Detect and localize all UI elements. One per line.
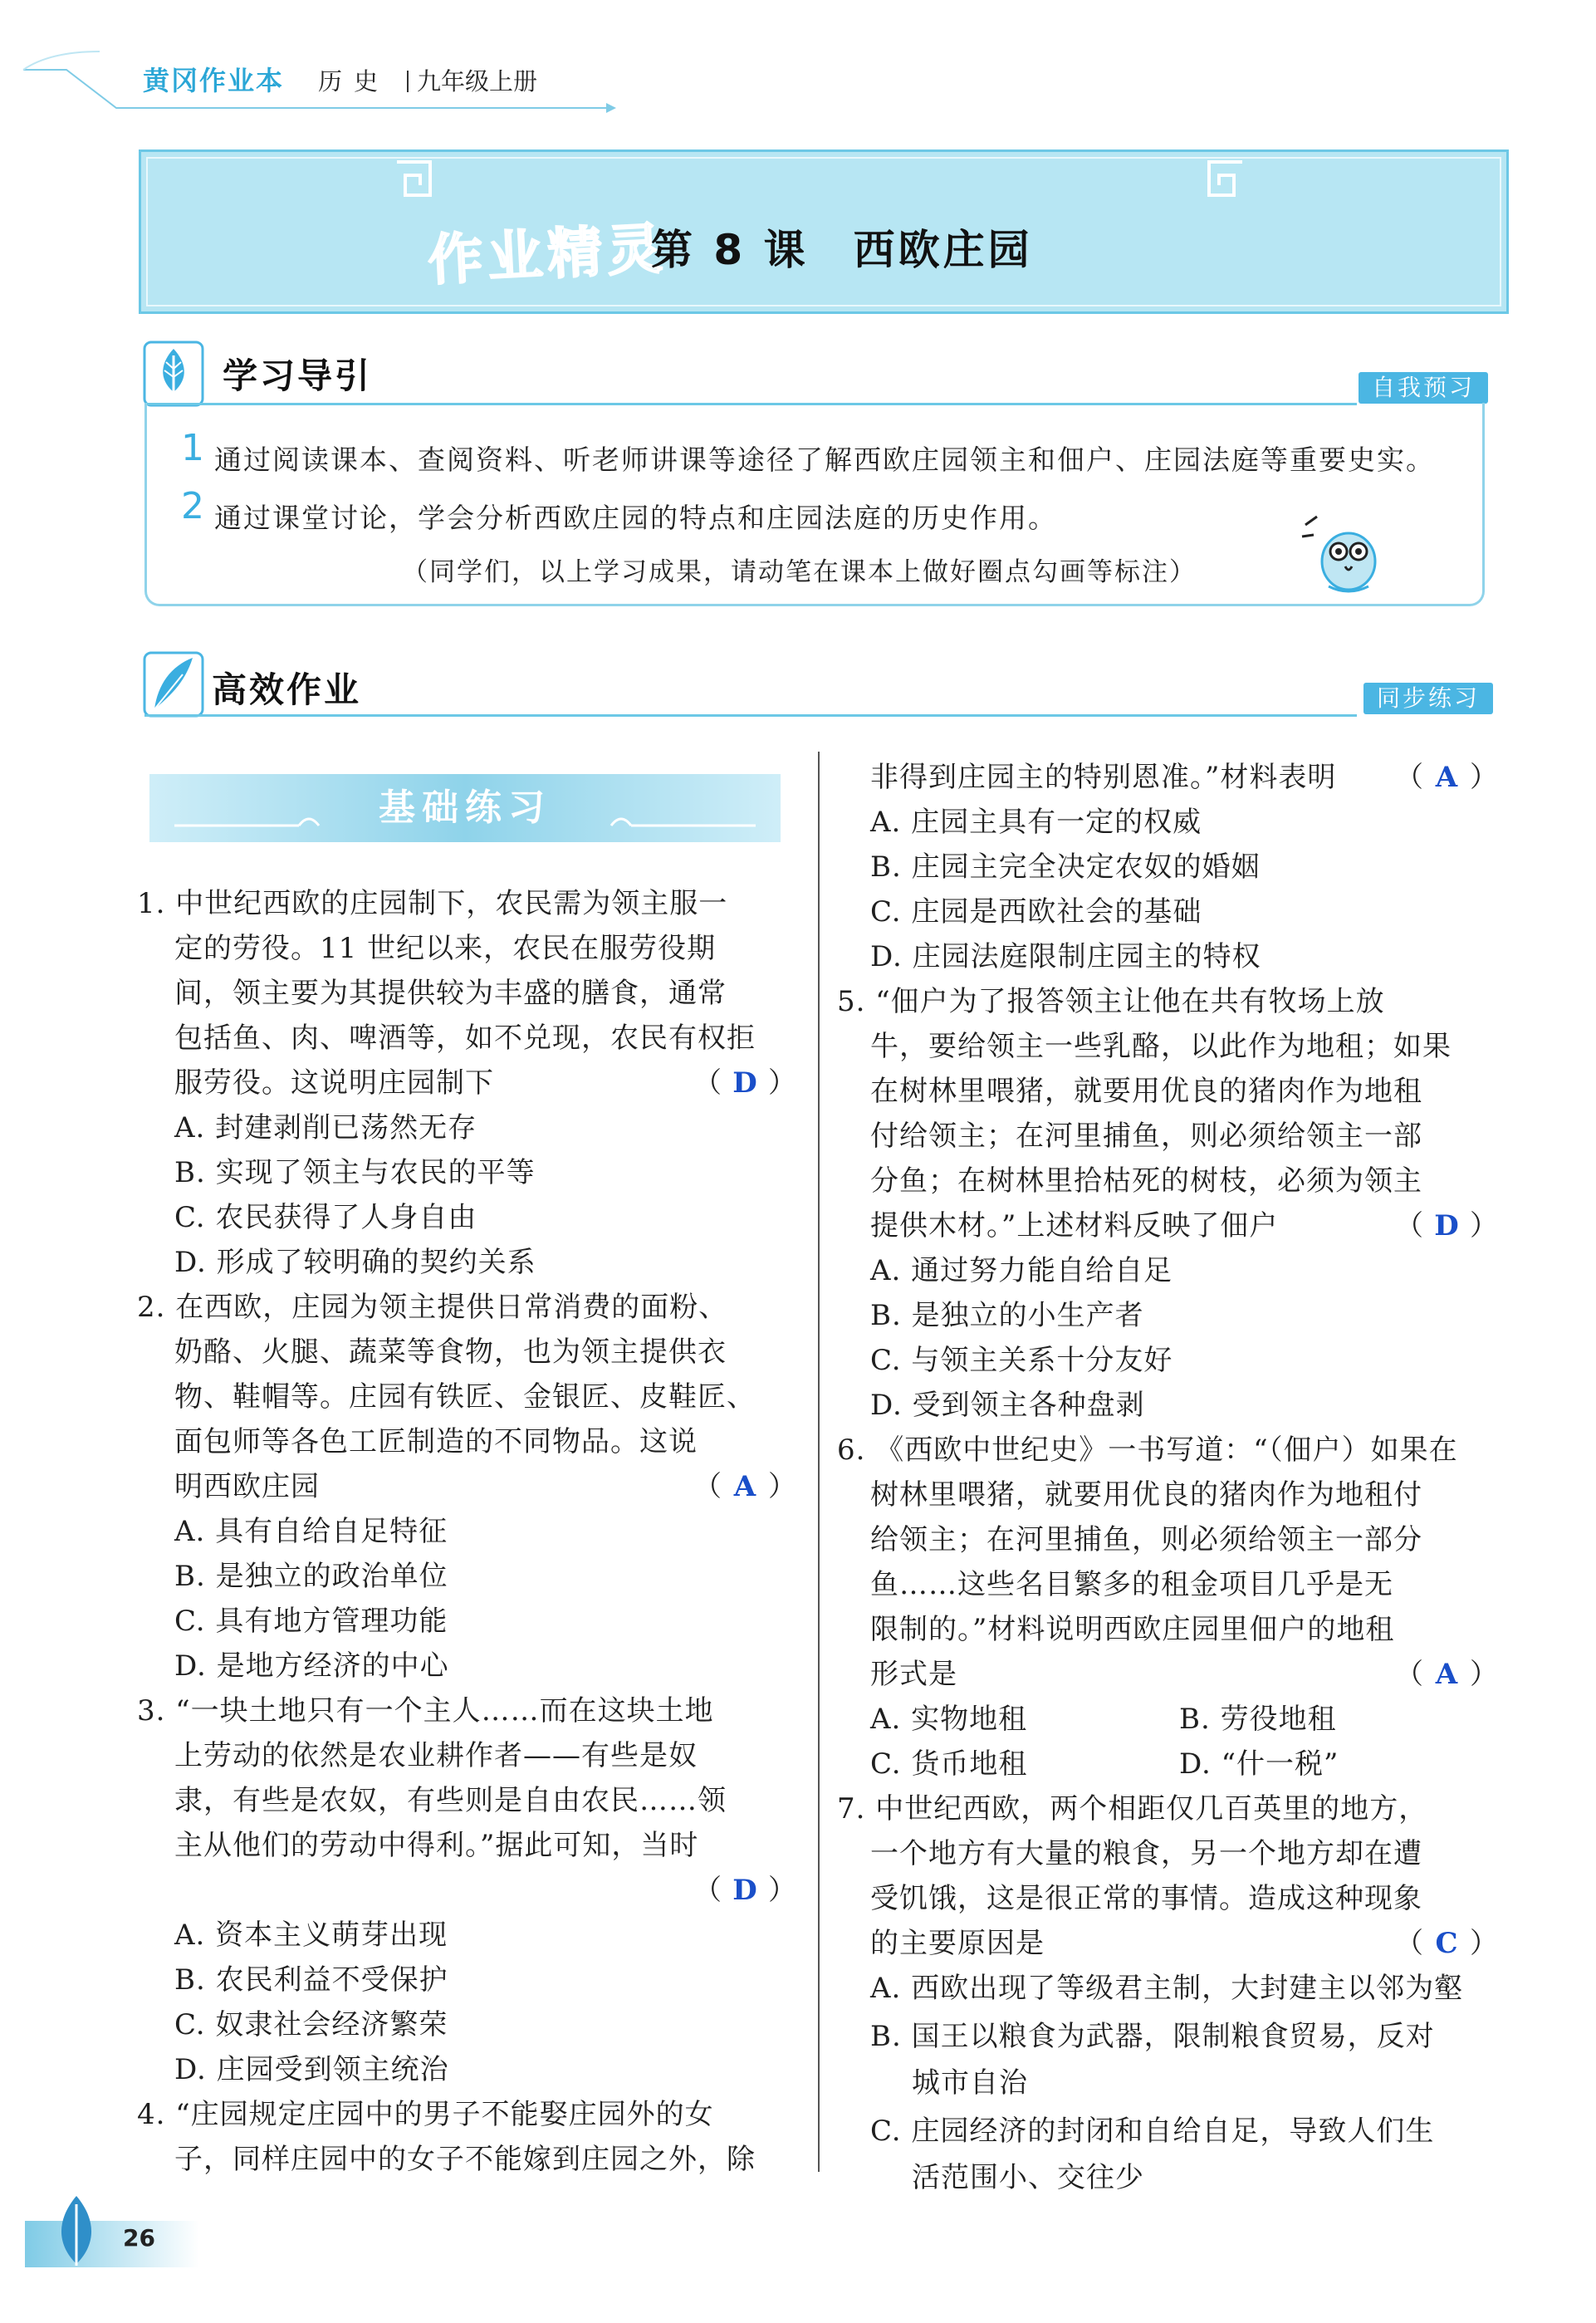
q1-stem-line: 包括鱼、肉、啤酒等，如不兑现，农民有权拒 <box>174 1022 756 1055</box>
basic-practice-title: 基础练习 <box>379 787 551 829</box>
q6-option-d: D. “什一税” <box>1179 1747 1339 1781</box>
q1-stem-line: 1. 中世纪西欧的庄园制下，农民需为领主服一 <box>137 887 728 920</box>
q6-stem-line: 鱼……这些名目繁多的租金项目几乎是无 <box>870 1568 1393 1601</box>
q6-answer: （ A ） <box>1395 1658 1498 1691</box>
q4-stem-line: 子，同样庄园中的女子不能嫁到庄园之外，除 <box>174 2143 756 2176</box>
q7-stem-line: 7. 中世纪西欧，两个相距仅几百英里的地方， <box>837 1792 1428 1826</box>
q1-option-c: C. 农民获得了人身自由 <box>174 1201 477 1234</box>
lesson-title-banner <box>139 149 1509 314</box>
homework-rule <box>144 714 1357 717</box>
q2-option-b: B. 是独立的政治单位 <box>174 1560 448 1593</box>
q3-option-d: D. 庄园受到领主统治 <box>174 2053 449 2086</box>
q1-option-a: A. 封建剥削已荡然无存 <box>174 1111 477 1144</box>
q7-stem-line: 受饥饿，这是很正常的事情。造成这种现象 <box>870 1882 1422 1915</box>
q3-option-a: A. 资本主义萌芽出现 <box>174 1919 448 1952</box>
q7-stem-line: 一个地方有大量的粮食，另一个地方却在遭 <box>870 1837 1422 1870</box>
q6-option-c: C. 货币地租 <box>870 1747 1028 1781</box>
q6-stem-line: 限制的。”材料说明西欧庄园里佃户的地租 <box>870 1613 1395 1646</box>
q3-stem-line: 上劳动的依然是农业耕作者——有些是奴 <box>174 1739 698 1772</box>
q5-option-d: D. 受到领主各种盘剥 <box>870 1389 1145 1422</box>
guide-item-1-text: 通过阅读课本、查阅资料、听老师讲课等途径了解西欧庄园领主和佃户、庄园法庭等重要史实。 <box>214 444 1435 476</box>
guide-item-1-number: 1 <box>181 427 204 469</box>
q2-option-d: D. 是地方经济的中心 <box>174 1649 449 1683</box>
q2-stem-line: 2. 在西欧，庄园为领主提供日常消费的面粉、 <box>137 1291 728 1324</box>
guide-item-2-text: 通过课堂讨论，学会分析西欧庄园的特点和庄园法庭的历史作用。 <box>214 502 1057 534</box>
q7-stem-line: 的主要原因是 <box>870 1927 1045 1960</box>
q6-stem-line: 6. 《西欧中世纪史》一书写道：“（佃户）如果在 <box>837 1433 1458 1467</box>
q7-option-c-continued: 活范围小、交往少 <box>912 2161 1144 2194</box>
q7-option-c: C. 庄园经济的封闭和自给自足，导致人们生 <box>870 2115 1435 2148</box>
q6-option-b: B. 劳役地租 <box>1179 1703 1337 1736</box>
page-number-tab <box>25 2193 199 2267</box>
q1-option-b: B. 实现了领主与农民的平等 <box>174 1156 536 1189</box>
column-divider <box>818 752 820 2172</box>
basic-practice-banner <box>149 774 781 842</box>
q4-option-a: A. 庄园主具有一定的权威 <box>870 806 1202 839</box>
q4-option-b: B. 庄园主完全决定农奴的婚姻 <box>870 850 1261 884</box>
q1-answer: （ D ） <box>693 1066 796 1100</box>
q5-option-b: B. 是独立的小生产者 <box>870 1299 1144 1332</box>
study-guide-heading: 学习导引 <box>223 355 373 396</box>
q2-stem-line: 奶酪、火腿、蔬菜等食物，也为领主提供衣 <box>174 1335 727 1369</box>
q3-answer-letter: D <box>732 1874 757 1907</box>
q4-answer-letter: A <box>1435 761 1458 794</box>
q3-option-c: C. 奴隶社会经济繁荣 <box>174 2008 448 2041</box>
sync-practice-tag: 同步练习 <box>1363 683 1493 714</box>
q3-stem-line: 主从他们的劳动中得利。”据此可知，当时 <box>174 1829 699 1862</box>
q7-answer-letter: C <box>1435 1927 1458 1960</box>
self-preview-tag: 自我预习 <box>1359 372 1488 404</box>
q7-option-b-continued: 城市自治 <box>912 2066 1028 2100</box>
q1-answer-letter: D <box>732 1066 757 1100</box>
guide-note: （同学们，以上学习成果，请动笔在课本上做好圈点勾画等标注） <box>402 557 1197 587</box>
q4-stem-line: 4. “庄园规定庄园中的男子不能娶庄园外的女 <box>137 2098 714 2131</box>
q3-stem-line: 3. “一块土地只有一个主人……而在这块土地 <box>137 1694 714 1728</box>
q1-stem-line: 服劳役。这说明庄园制下 <box>174 1066 494 1100</box>
q2-option-c: C. 具有地方管理功能 <box>174 1605 448 1638</box>
homework-heading: 高效作业 <box>212 669 362 710</box>
q7-answer: （ C ） <box>1395 1927 1498 1960</box>
q2-stem-line: 明西欧庄园 <box>174 1470 320 1503</box>
book-series-name: 黄冈作业本 <box>143 65 285 96</box>
owl-mascot-icon <box>1295 507 1387 598</box>
q5-answer: （ D ） <box>1395 1209 1498 1242</box>
lesson-title: 第 8 课 西欧庄园 <box>651 226 1033 274</box>
q5-stem-line: 付给领主；在河里捕鱼，则必须给领主一部 <box>870 1120 1422 1153</box>
banner-corner-ornament-right <box>1206 159 1246 198</box>
q7-option-b: B. 国王以粮食为武器，限制粮食贸易，反对 <box>870 2020 1435 2053</box>
q2-option-a: A. 具有自给自足特征 <box>174 1515 448 1548</box>
guide-item-2-number: 2 <box>181 485 204 527</box>
q1-stem-line: 定的劳役。11 世纪以来，农民在服劳役期 <box>174 932 717 965</box>
page-number: 26 <box>123 2224 155 2252</box>
q1-option-d: D. 形成了较明确的契约关系 <box>174 1246 536 1279</box>
banner-corner-ornament-left <box>394 159 433 198</box>
q5-stem-line: 分鱼；在树林里拾枯死的树枝，必须为领主 <box>870 1164 1422 1198</box>
header-rule-decoration <box>0 0 631 116</box>
grade-volume: 九年级上册 <box>407 63 537 97</box>
q7-option-a: A. 西欧出现了等级君主制，大封建主以邻为壑 <box>870 1972 1464 2005</box>
leaf-icon <box>143 341 204 407</box>
q4-option-d: D. 庄园法庭限制庄园主的特权 <box>870 940 1261 973</box>
q5-stem-line: 提供木材。”上述材料反映了佃户 <box>870 1209 1279 1242</box>
q5-option-c: C. 与领主关系十分友好 <box>870 1344 1173 1377</box>
q2-stem-line: 物、鞋帽等。庄园有铁匠、金银匠、皮鞋匠、 <box>174 1380 756 1414</box>
q1-stem-line: 间，领主要为其提供较为丰盛的膳食，通常 <box>174 977 727 1010</box>
q5-stem-line: 牛，要给领主一些乳酪，以此作为地租；如果 <box>870 1030 1452 1063</box>
q4-option-c: C. 庄园是西欧社会的基础 <box>870 895 1202 929</box>
q4-answer: （ A ） <box>1395 761 1498 794</box>
q3-stem-line: 隶，有些是农奴，有些则是自由农民……领 <box>174 1784 727 1817</box>
q6-stem-line: 形式是 <box>870 1658 957 1691</box>
q2-stem-line: 面包师等各色工匠制造的不同物品。这说 <box>174 1425 698 1458</box>
q4-stem-line: 非得到庄园主的特别恩准。”材料表明 <box>870 761 1337 794</box>
q5-stem-line: 5. “佃户为了报答领主让他在共有牧场上放 <box>837 985 1385 1018</box>
q3-option-b: B. 农民利益不受保护 <box>174 1963 448 1997</box>
q6-answer-letter: A <box>1435 1658 1458 1691</box>
q6-stem-line: 树林里喂猪，就要用优良的猪肉作为地租付 <box>870 1478 1422 1512</box>
quill-icon <box>143 651 204 718</box>
q5-answer-letter: D <box>1434 1209 1459 1242</box>
q2-answer-letter: A <box>733 1470 756 1503</box>
q5-option-a: A. 通过努力能自给自足 <box>870 1254 1173 1287</box>
q3-answer: （ D ） <box>693 1874 796 1907</box>
watermark-text: 作业精灵 <box>426 216 669 293</box>
q6-option-a: A. 实物地租 <box>870 1703 1028 1736</box>
q2-answer: （ A ） <box>693 1470 796 1503</box>
q6-stem-line: 给领主；在河里捕鱼，则必须给领主一部分 <box>870 1523 1422 1556</box>
running-header <box>0 0 1596 116</box>
subject-name: 历史 <box>318 67 390 96</box>
q5-stem-line: 在树林里喂猪，就要用优良的猪肉作为地租 <box>870 1075 1422 1108</box>
